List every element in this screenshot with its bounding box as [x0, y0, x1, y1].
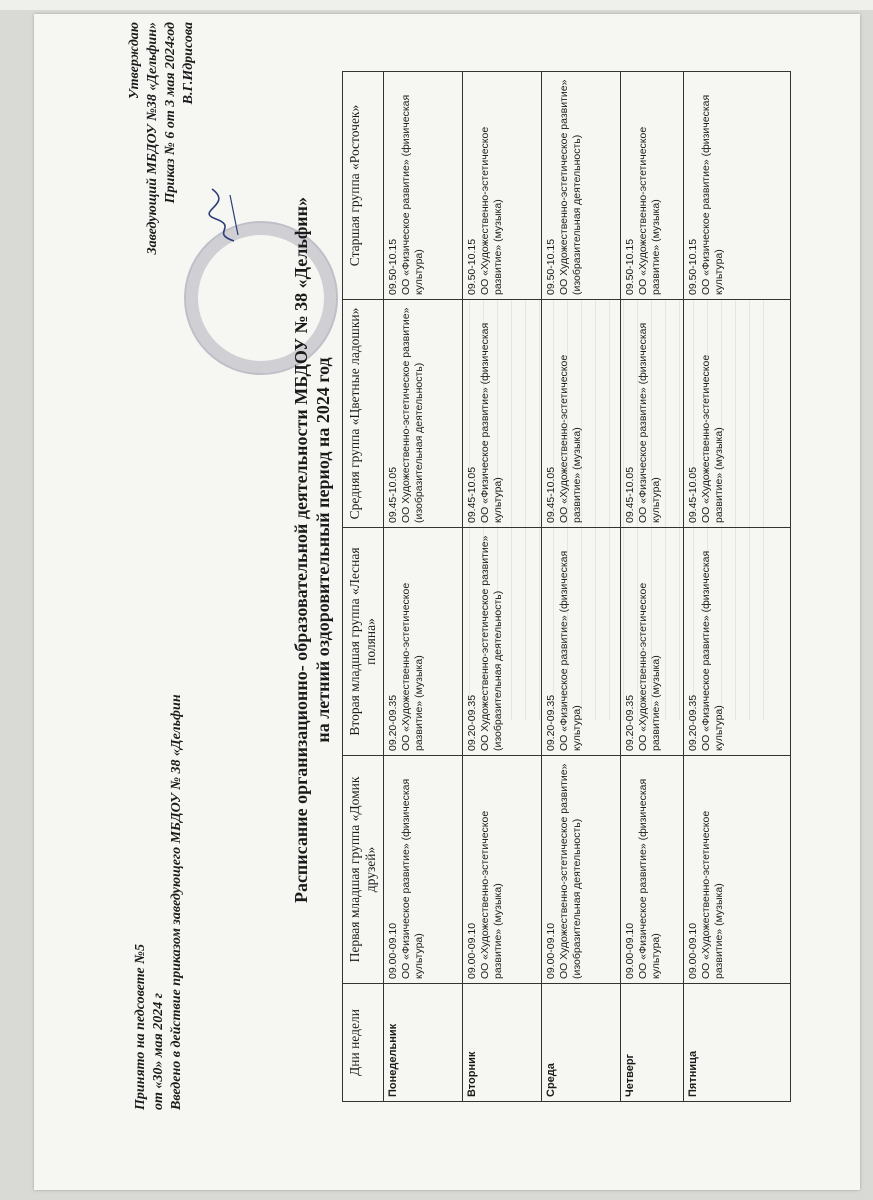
cell-activity: ОО «Физическое развитие» (физическая культура) [700, 550, 725, 751]
cell-time: 09.45-10.05 [545, 466, 557, 523]
cell-activity: ОО «Художественно-эстетическое развитие» (музыка) [700, 354, 725, 523]
schedule-cell [621, 300, 684, 528]
schedule-cell [463, 72, 542, 300]
schedule-cell [384, 72, 463, 300]
cell-time: 09.45-10.05 [624, 466, 636, 523]
rotated-sheet [34, 14, 860, 1190]
acceptance-line-1: Принято на педсовете №5 [133, 944, 148, 1110]
cell-time: 09.00-09.10 [687, 922, 699, 979]
schedule-cell [384, 756, 463, 984]
table-header-row [343, 72, 384, 1102]
cell-activity: ОО Художественно-эстетическое развитие» (изобразительная деятельность) [479, 535, 504, 751]
signature-mark [204, 185, 244, 245]
approval-line-2: Заведующий МБДОУ №38 «Дельфин» [145, 22, 160, 255]
cell-time: 09.50-10.15 [687, 238, 699, 295]
cell-activity: ОО «Физическое развитие» (физическая культура) [479, 322, 504, 523]
cell-activity: ОО «Художественно-эстетическое развитие» (музыка) [637, 582, 662, 751]
schedule-cell [384, 300, 463, 528]
cell-time: 09.45-10.05 [466, 466, 478, 523]
day-cell: Пятница [684, 984, 791, 1102]
header-group-3: Средняя группа «Цветные ладошки» [343, 300, 384, 528]
table-row [621, 72, 684, 1102]
cell-time: 09.45-10.05 [687, 466, 699, 523]
cell-activity: ОО «Художественно-эстетическое развитие» (музыка) [479, 810, 504, 979]
header-group-4: Старшая группа «Росточек» [343, 72, 384, 300]
schedule-cell [621, 72, 684, 300]
cell-activity: ОО «Физическое развитие» (физическая культура) [400, 778, 425, 979]
cell-activity: ОО «Физическое развитие» (физическая культура) [400, 94, 425, 295]
header-group-2: Вторая младшая группа «Лесная поляна» [343, 528, 384, 756]
cell-time: 09.20-09.35 [466, 694, 478, 751]
schedule-cell [684, 300, 791, 528]
table-row [542, 72, 621, 1102]
schedule-cell [463, 528, 542, 756]
cell-activity: ОО «Художественно-эстетическое развитие» (музыка) [479, 126, 504, 295]
title-line-2: на летний оздоровительный период на 2024 год [313, 357, 333, 743]
cell-time: 09.50-10.15 [545, 238, 557, 295]
day-cell: Вторник [463, 984, 542, 1102]
approval-block [126, 22, 198, 342]
cell-time: 09.45-10.05 [387, 466, 399, 523]
cell-activity: ОО «Художественно-эстетическое развитие» (музыка) [558, 354, 583, 523]
table-row [384, 72, 463, 1102]
approval-line-3: Приказ № 6 от 3 мая 2024год [163, 22, 178, 204]
cell-time: 09.00-09.10 [387, 922, 399, 979]
cell-time: 09.20-09.35 [387, 694, 399, 751]
cell-activity: ОО Художественно-эстетическое развитие» (изобразительная деятельность) [400, 307, 425, 523]
cell-activity: ОО «Физическое развитие» (физическая культура) [637, 778, 662, 979]
table-row [684, 72, 791, 1102]
cell-time: 09.20-09.35 [624, 694, 636, 751]
cell-time: 09.50-10.15 [624, 238, 636, 295]
header-days: Дни недели [343, 984, 384, 1102]
cell-activity: ОО «Художественно-эстетическое развитие» (музыка) [700, 810, 725, 979]
cell-activity: ОО Художественно-эстетическое развитие» (изобразительная деятельность) [558, 79, 583, 295]
schedule-cell [684, 72, 791, 300]
header-group-1: Первая младшая группа «Домик друзей» [343, 756, 384, 984]
schedule-cell [542, 72, 621, 300]
approval-line-1: Утверждаю [127, 22, 142, 100]
cell-activity: ОО «Физическое развитие» (физическая культура) [700, 94, 725, 295]
scan-edge [0, 0, 873, 10]
acceptance-line-2: от «30» мая 2024 г [151, 993, 166, 1110]
schedule-cell [542, 756, 621, 984]
acceptance-line-3: Введено в действие приказом заведующего МБДОУ № 38 «Дельфин [169, 694, 184, 1110]
cell-time: 09.20-09.35 [545, 694, 557, 751]
cell-activity: ОО «Физическое развитие» (физическая культура) [637, 322, 662, 523]
schedule-table [342, 71, 791, 1102]
cell-activity: ОО «Художественно-эстетическое развитие» (музыка) [400, 582, 425, 751]
cell-time: 09.50-10.15 [387, 238, 399, 295]
document-page [34, 14, 860, 1190]
title-line-1: Расписание организационно- образовательной деятельности МБДОУ № 38 «Дельфин» [291, 196, 311, 904]
day-cell: Среда [542, 984, 621, 1102]
cell-activity: ОО «Физическое развитие» (физическая культура) [558, 550, 583, 751]
cell-time: 09.00-09.10 [624, 922, 636, 979]
schedule-cell [463, 300, 542, 528]
document-title [290, 100, 334, 1000]
schedule-cell [463, 756, 542, 984]
schedule-cell [621, 528, 684, 756]
acceptance-note [132, 590, 186, 1110]
schedule-cell [542, 300, 621, 528]
schedule-cell [621, 756, 684, 984]
schedule-cell [384, 528, 463, 756]
cell-time: 09.50-10.15 [466, 238, 478, 295]
cell-activity: ОО «Художественно-эстетическое развитие» (музыка) [637, 126, 662, 295]
cell-time: 09.00-09.10 [545, 922, 557, 979]
cell-time: 09.20-09.35 [687, 694, 699, 751]
schedule-cell [684, 528, 791, 756]
day-cell: Понедельник [384, 984, 463, 1102]
table-row [463, 72, 542, 1102]
schedule-cell [684, 756, 791, 984]
cell-activity: ОО Художественно-эстетическое развитие» (изобразительная деятельность) [558, 763, 583, 979]
schedule-cell [542, 528, 621, 756]
approval-line-4: В.Г.Идрисова [181, 22, 196, 105]
cell-time: 09.00-09.10 [466, 922, 478, 979]
day-cell: Четверг [621, 984, 684, 1102]
